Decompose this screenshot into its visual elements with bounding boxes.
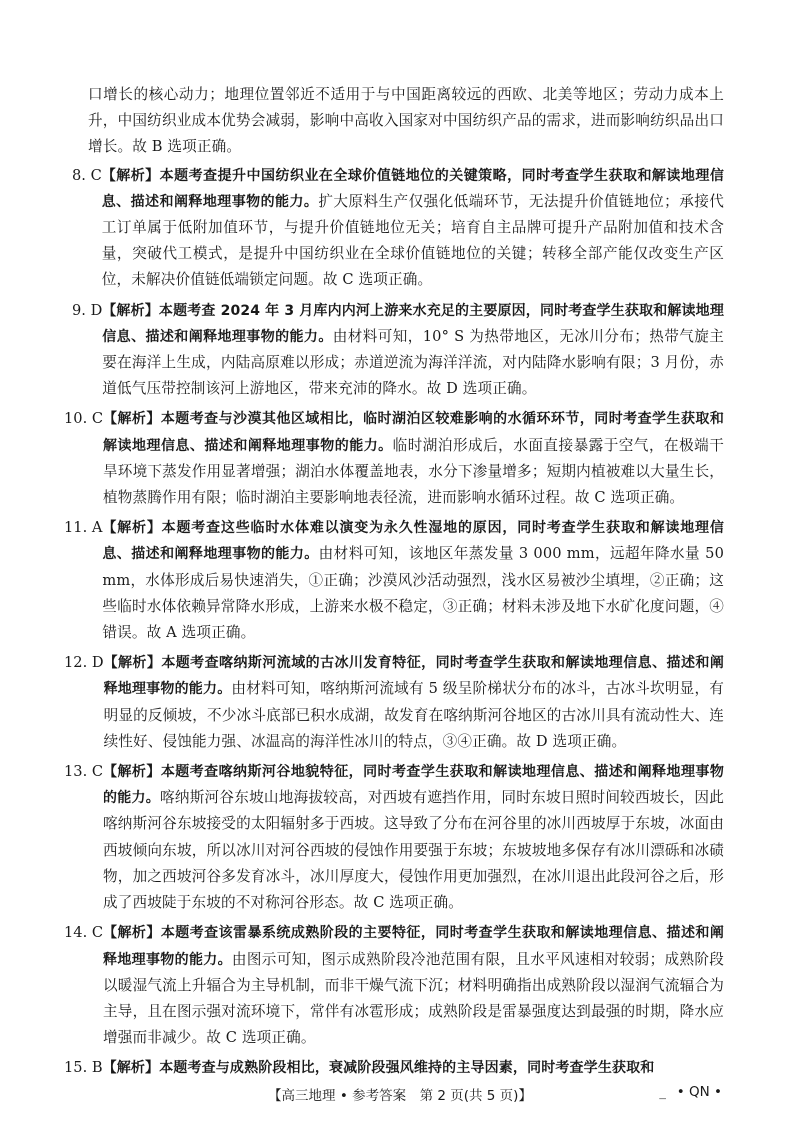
- explanation-text: 喀纳斯河谷东坡山地海拔较高，对西坡有遮挡作用，同时东坡日照时间较西坡长，因此喀纳斯河谷东坡接受的太阳辐射多于西坡。这导致了分布在河谷里的冰川西坡厚于东坡，冰面由西坡倾向东坡，所以冰川对河谷西坡的侵蚀作用要强于东坡；东坡坡地多保存有冰川漂砾和冰碛物，加之西坡河谷多发育冰斗，冰川厚度大，侵蚀作用更加强烈，在冰川退出此段河谷之后，形成了西坡陡于东坡的不对称河谷形态。故 C 选项正确。: [103, 789, 724, 912]
- answer-item: [72, 163, 725, 294]
- answer-number: 15. B: [64, 1059, 103, 1077]
- question-focus: 本题考查喀纳斯河谷地貌特征，同时考查学生获取和解读地理信息、描述和阐释地理事物的能力。: [103, 764, 724, 807]
- answer-explanation: [104, 650, 724, 755]
- answer-number: 9. D: [72, 301, 103, 319]
- footer-code: • QN •: [676, 1084, 722, 1100]
- answer-list: [64, 163, 725, 1082]
- footer-dash: _: [659, 1084, 666, 1100]
- analysis-tag: 【解析】: [102, 302, 159, 319]
- explanation-text: 由材料可知，10° S 为热带地区，无冰川分布；热带气旋主要在海洋上生成，内陆高原难以形成；赤道逆流为海洋洋流，对内陆降水影响有限；3 月份，赤道低气压带控制该河上游地区，带来充沛的降水。故 D 选项正确。: [102, 327, 724, 398]
- answer-item: [64, 1055, 724, 1081]
- answer-item: [72, 298, 724, 403]
- answer-item: [64, 515, 724, 646]
- answer-number: 12. D: [64, 654, 104, 672]
- analysis-tag: 【解析】: [103, 411, 161, 428]
- explanation-text: 由材料可知，该地区年蒸发量 3 000 mm，远超年降水量 50 mm，水体形成后易快速消失，①正确；沙漠风沙活动强烈，浅水区易被沙尘填埋，②正确；这些临时水体依赖异常降水形成，上游来水极不稳定，③正确；材料未涉及地下水矿化度问题，④错误。故 A 选项正确。: [102, 545, 724, 642]
- footer-page-info: 【高三地理 • 参考答案 第 2 页(共 5 页)】: [268, 1088, 532, 1104]
- answer-explanation: [103, 920, 724, 1051]
- answer-number: 8. C: [72, 166, 102, 184]
- analysis-tag: 【解析】: [101, 167, 160, 184]
- question-focus: 本题考查喀纳斯河流域的古冰川发育特征，同时考查学生获取和解读地理信息、描述和阐释地理事物的能力。: [103, 655, 724, 698]
- analysis-tag: 【解析】: [102, 520, 162, 537]
- explanation-text: 扩大原料生产仅强化低端环节，无法提升价值链地位；承接代工订单属于低附加值环节，与提升价值链地位无关；培育自主品牌可提升产品附加值和技术含量，突破代工模式，是提升中国纺织业在全球价值链地位的关键；转移全部产能仅改变生产区位，未解决价值链低端锁定问题。故 C 选项正确。: [101, 192, 725, 289]
- analysis-tag: 【解析】: [103, 655, 162, 672]
- question-focus: 本题考查与成熟阶段相比，衰减阶段强风维持的主导因素，同时考查学生获取和: [159, 1060, 655, 1077]
- explanation-text: 由图示可知，图示成熟阶段冷池范围有限，且水平风速相对较弱；成熟阶段以暖湿气流上升辐合为主导机制，而非干燥气流下沉；材料明确指出成熟阶段以湿润气流辐合为主导，且在图示强对流环境下，常伴有冰雹形成；成熟阶段是雷暴强度达到最强的时期，降水应增强而非减少。故 C 选项正确。: [103, 950, 724, 1047]
- question-focus: 本题考查这些临时水体难以演变为永久性湿地的原因，同时考查学生获取和解读地理信息、描述和阐释地理事物的能力。: [102, 520, 724, 563]
- answer-item: [64, 920, 724, 1051]
- question-focus: 本题考查与沙漠其他区域相比，临时湖泊区较难影响的水循环环节，同时考查学生获取和解读地理信息、描述和阐释地理事物的能力。: [103, 411, 724, 454]
- answer-number: 14. C: [64, 924, 104, 942]
- answer-explanation: [102, 515, 724, 646]
- analysis-tag: 【解析】: [102, 1060, 160, 1077]
- answer-explanation: [103, 406, 724, 511]
- explanation-text: 临时湖泊形成后，水面直接暴露于空气，在极端干旱环境下蒸发作用显著增强；湖泊水体覆盖地表，水分下渗量增多；短期内植被难以大量生长，植物蒸腾作用有限；临时湖泊主要影响地表径流，进而影响水循环过程。故 C 选项正确。: [103, 436, 724, 507]
- answer-number: 10. C: [64, 410, 104, 428]
- question-focus: 本题考查提升中国纺织业在全球价值链地位的关键策略，同时考查学生获取和解读地理信息、描述和阐释地理事物的能力。: [101, 167, 724, 210]
- analysis-tag: 【解析】: [103, 764, 161, 781]
- answer-explanation: [102, 163, 724, 294]
- answer-number: 11. A: [64, 519, 103, 537]
- answer-explanation: [102, 298, 724, 403]
- answer-item: [64, 650, 724, 755]
- answer-explanation: [103, 759, 724, 916]
- question-focus: 本题考查该雷暴系统成熟阶段的主要特征，同时考查学生获取和解读地理信息、描述和阐释地理事物的能力。: [103, 925, 724, 968]
- continuation-paragraph: 口增长的核心动力；地理位置邻近不适用于与中国距离较远的西欧、北美等地区；劳动力成本上升，中国纺织业成本优势会减弱，影响中高收入国家对中国纺织产品的需求，进而影响纺织品出口增长。故 B 选项正确。: [88, 86, 724, 156]
- answer-item: [64, 759, 724, 916]
- answer-number: 13. C: [64, 763, 104, 781]
- page-footer: [0, 1084, 800, 1108]
- explanation-text: 由材料可知，喀纳斯河流域有 5 级呈阶梯状分布的冰斗，古冰斗坎明显，有明显的反倾坡，不少冰斗底部已积水成湖，故发育在喀纳斯河谷地区的古冰川具有流动性大、连续性好、侵蚀能力强、冰温高的海洋性冰川的特点，③④正确。故 D 选项正确。: [103, 680, 724, 750]
- question-focus: 本题考查 2024 年 3 月库内内河上游来水充足的主要原因，同时考查学生获取和解读地理信息、描述和阐释地理事物的能力。: [102, 302, 724, 345]
- answer-item: [64, 406, 724, 511]
- analysis-tag: 【解析】: [103, 925, 161, 942]
- answer-explanation: [103, 1055, 724, 1081]
